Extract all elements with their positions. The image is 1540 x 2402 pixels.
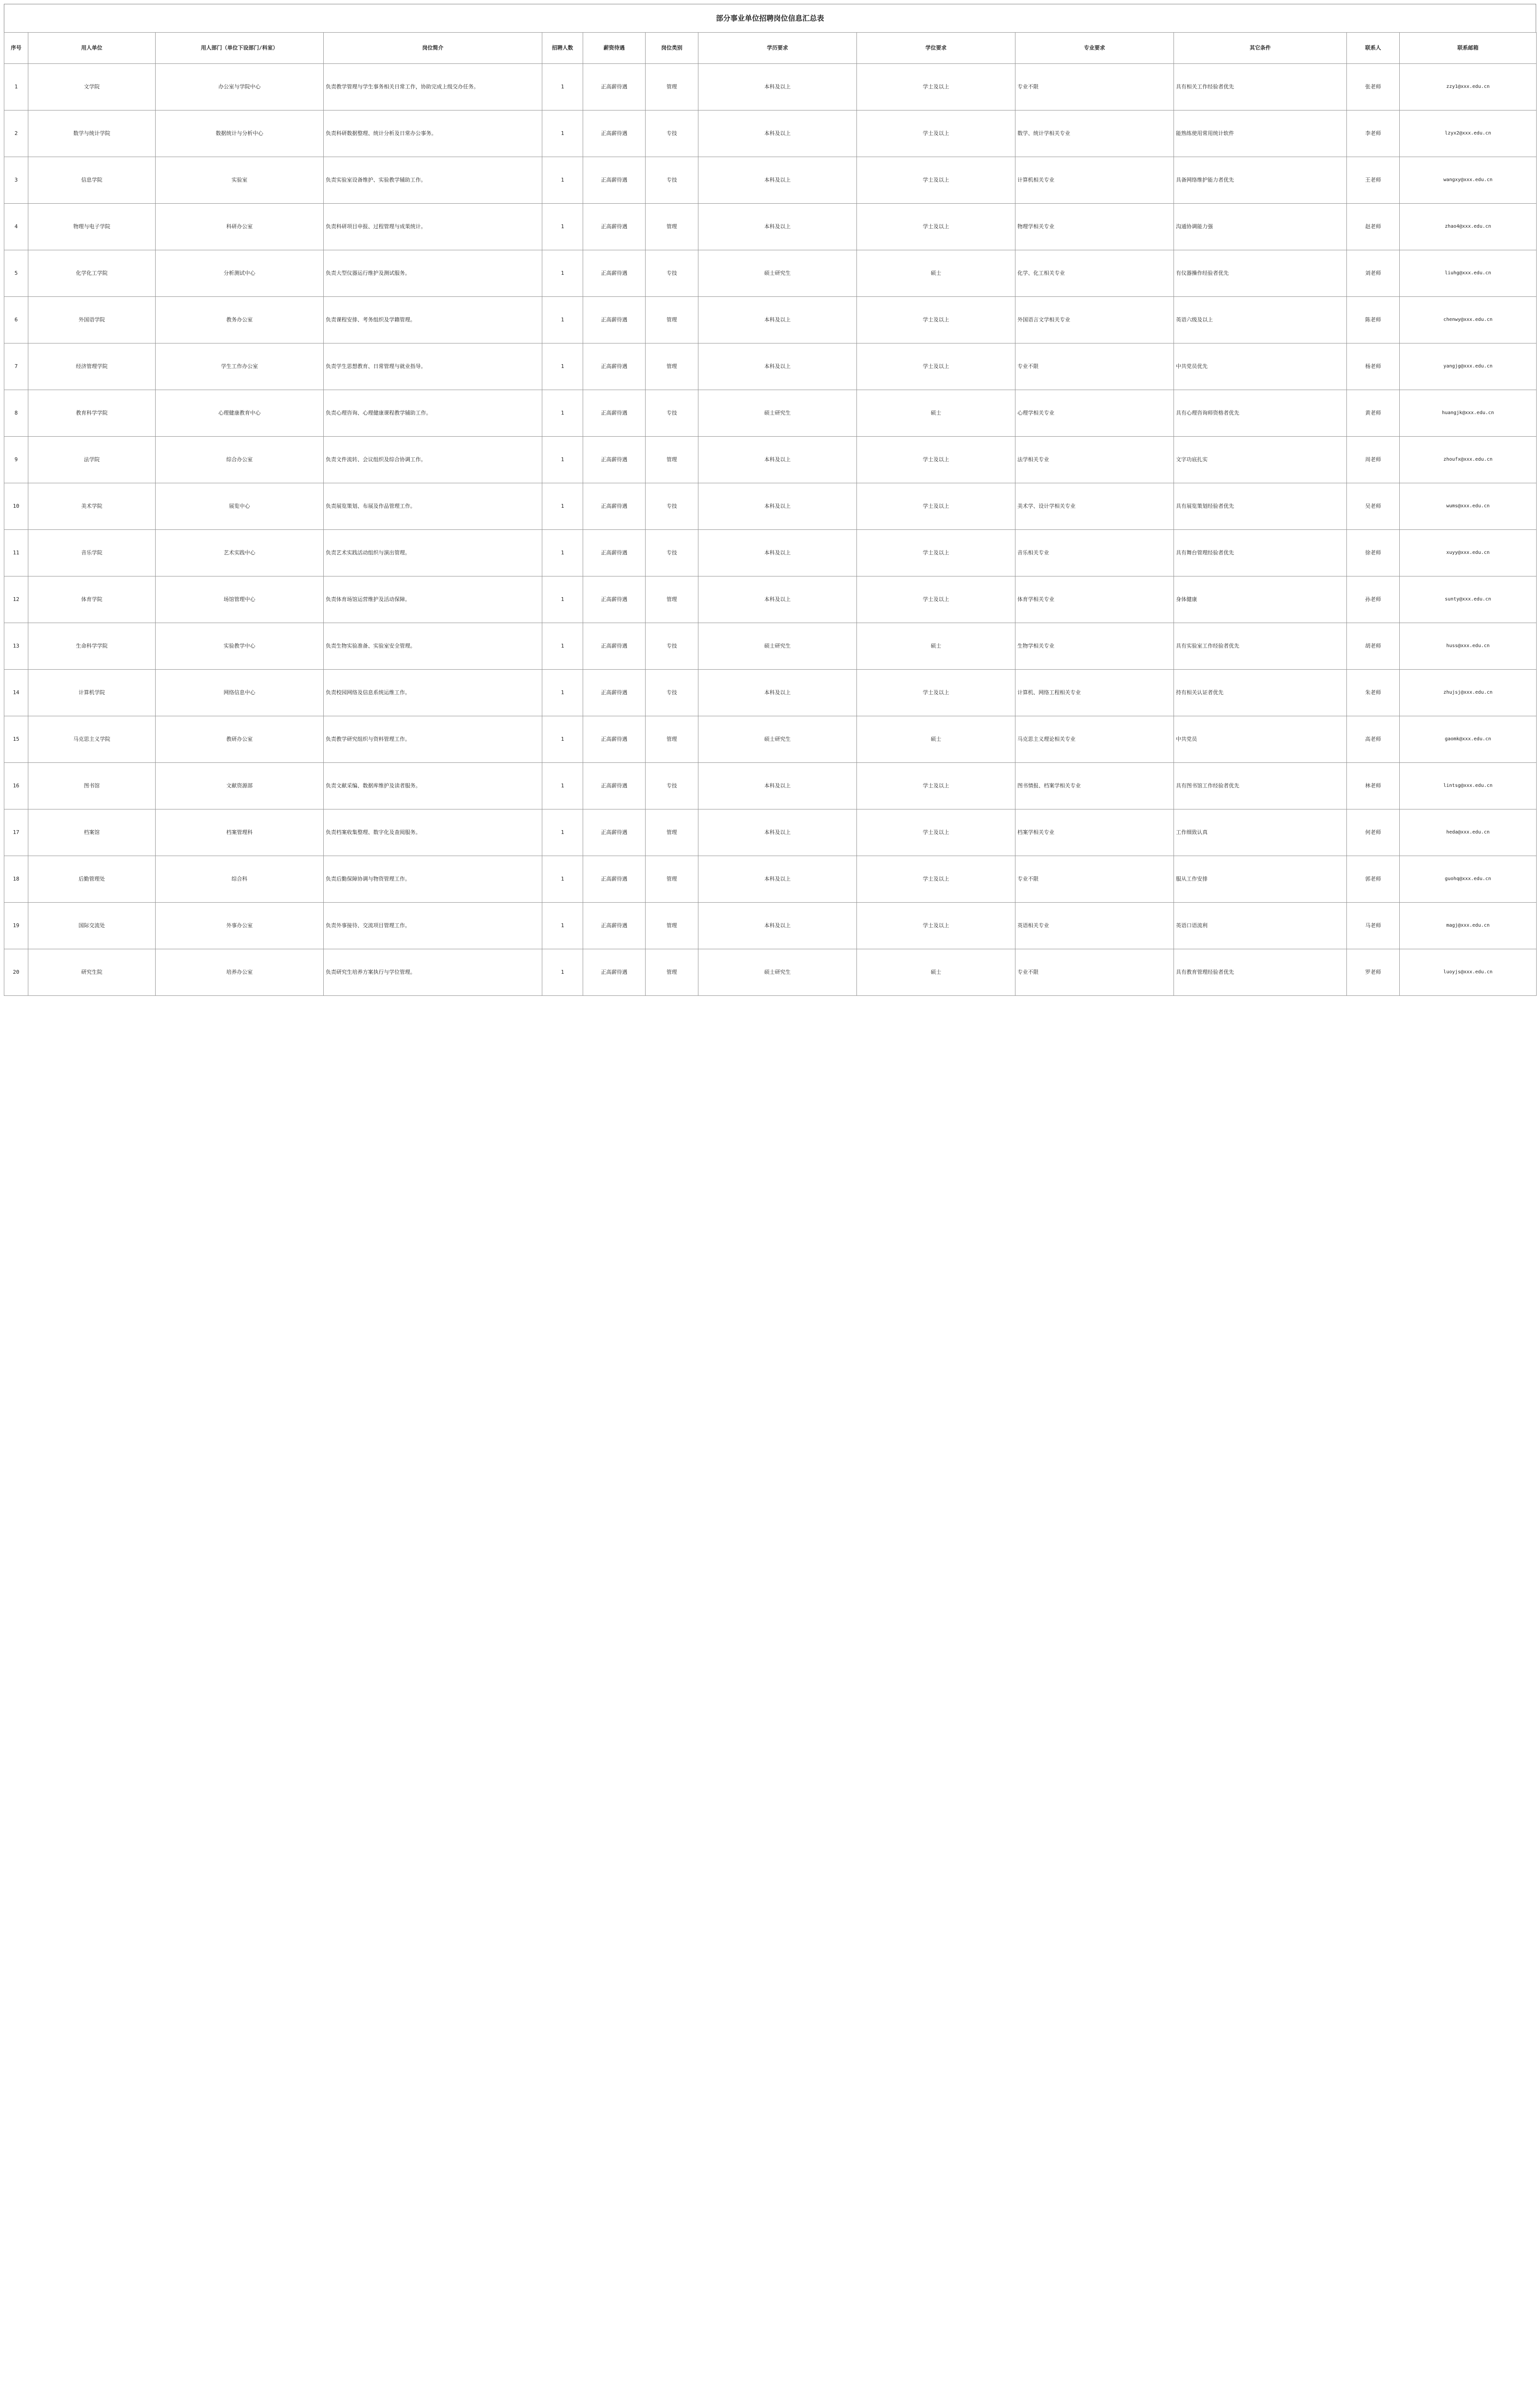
table-cell: 正高薪待遇 <box>583 856 646 903</box>
table-cell: 负责心理咨询、心理健康课程教学辅助工作。 <box>324 390 542 437</box>
table-cell: 持有相关认证者优先 <box>1174 670 1347 716</box>
table-cell: 杨老师 <box>1347 343 1400 390</box>
email-cell[interactable]: luoyjs@xxx.edu.cn <box>1400 949 1537 996</box>
table-cell: 5 <box>4 250 28 297</box>
table-cell: 生命科学学院 <box>28 623 156 670</box>
table-cell: 硕士 <box>857 716 1015 763</box>
table-cell: 管理 <box>646 856 698 903</box>
table-cell: 19 <box>4 903 28 949</box>
table-cell: 正高薪待遇 <box>583 297 646 343</box>
table-cell: 教育科学学院 <box>28 390 156 437</box>
table-cell: 王老师 <box>1347 157 1400 204</box>
table-cell: 生物学相关专业 <box>1015 623 1174 670</box>
column-header: 联系人 <box>1347 33 1400 64</box>
table-cell: 综合科 <box>156 856 324 903</box>
table-cell: 具有图书馆工作经验者优先 <box>1174 763 1347 809</box>
table-cell: 培养办公室 <box>156 949 324 996</box>
table-cell: 专技 <box>646 390 698 437</box>
table-cell: 负责科研数据整理、统计分析及日常办公事务。 <box>324 110 542 157</box>
column-header: 学历要求 <box>698 33 857 64</box>
table-cell: 1 <box>542 483 583 530</box>
table-cell: 徐老师 <box>1347 530 1400 576</box>
table-cell: 具有实验室工作经验者优先 <box>1174 623 1347 670</box>
table-cell: 本科及以上 <box>698 809 857 856</box>
table-cell: 11 <box>4 530 28 576</box>
table-cell: 1 <box>4 64 28 110</box>
table-cell: 本科及以上 <box>698 763 857 809</box>
email-cell[interactable]: wums@xxx.edu.cn <box>1400 483 1537 530</box>
table-cell: 数学与统计学院 <box>28 110 156 157</box>
table-row <box>4 809 1537 856</box>
table-cell: 法学相关专业 <box>1015 437 1174 483</box>
table-row <box>4 856 1537 903</box>
table-cell: 本科及以上 <box>698 576 857 623</box>
table-cell: 国际交流处 <box>28 903 156 949</box>
table-cell: 美术学院 <box>28 483 156 530</box>
table-cell: 学士及以上 <box>857 297 1015 343</box>
table-cell: 化学化工学院 <box>28 250 156 297</box>
table-cell: 负责教学管理与学生事务相关日常工作，协助完成上级交办任务。 <box>324 64 542 110</box>
table-cell: 学士及以上 <box>857 110 1015 157</box>
table-cell: 管理 <box>646 297 698 343</box>
table-cell: 档案管理科 <box>156 809 324 856</box>
table-cell: 数学、统计学相关专业 <box>1015 110 1174 157</box>
table-cell: 1 <box>542 576 583 623</box>
table-cell: 正高薪待遇 <box>583 250 646 297</box>
table-cell: 高老师 <box>1347 716 1400 763</box>
table-cell: 1 <box>542 437 583 483</box>
table-cell: 1 <box>542 390 583 437</box>
table-cell: 本科及以上 <box>698 343 857 390</box>
table-cell: 学士及以上 <box>857 903 1015 949</box>
table-cell: 学士及以上 <box>857 204 1015 250</box>
table-cell: 黄老师 <box>1347 390 1400 437</box>
table-cell: 信息学院 <box>28 157 156 204</box>
table-cell: 专业不限 <box>1015 64 1174 110</box>
table-row <box>4 64 1537 110</box>
table-cell: 马克思主义学院 <box>28 716 156 763</box>
table-cell: 学士及以上 <box>857 437 1015 483</box>
email-cell[interactable]: lintsg@xxx.edu.cn <box>1400 763 1537 809</box>
table-cell: 外事办公室 <box>156 903 324 949</box>
email-cell[interactable]: huss@xxx.edu.cn <box>1400 623 1537 670</box>
table-cell: 实验教学中心 <box>156 623 324 670</box>
email-cell[interactable]: heda@xxx.edu.cn <box>1400 809 1537 856</box>
table-cell: 负责文献采编、数据库维护及读者服务。 <box>324 763 542 809</box>
table-cell: 17 <box>4 809 28 856</box>
table-cell: 专技 <box>646 623 698 670</box>
table-cell: 胡老师 <box>1347 623 1400 670</box>
table-cell: 专技 <box>646 250 698 297</box>
table-cell: 学士及以上 <box>857 763 1015 809</box>
table-cell: 本科及以上 <box>698 670 857 716</box>
table-cell: 计算机相关专业 <box>1015 157 1174 204</box>
table-cell: 专技 <box>646 110 698 157</box>
table-cell: 管理 <box>646 809 698 856</box>
table-cell: 文字功底扎实 <box>1174 437 1347 483</box>
table-cell: 分析测试中心 <box>156 250 324 297</box>
table-row <box>4 157 1537 204</box>
table-cell: 正高薪待遇 <box>583 204 646 250</box>
table-cell: 4 <box>4 204 28 250</box>
table-cell: 15 <box>4 716 28 763</box>
table-cell: 展览中心 <box>156 483 324 530</box>
table-cell: 1 <box>542 297 583 343</box>
table-cell: 负责档案收集整理、数字化及查阅服务。 <box>324 809 542 856</box>
table-cell: 具有教育管理经验者优先 <box>1174 949 1347 996</box>
table-cell: 网络信息中心 <box>156 670 324 716</box>
table-cell: 正高薪待遇 <box>583 716 646 763</box>
table-body <box>4 64 1537 996</box>
table-cell: 张老师 <box>1347 64 1400 110</box>
table-cell: 物理学相关专业 <box>1015 204 1174 250</box>
table-cell: 正高薪待遇 <box>583 64 646 110</box>
table-cell: 外国语言文学相关专业 <box>1015 297 1174 343</box>
table-cell: 教研办公室 <box>156 716 324 763</box>
table-cell: 陈老师 <box>1347 297 1400 343</box>
table-cell: 负责研究生培养方案执行与学位管理。 <box>324 949 542 996</box>
email-cell[interactable]: yangjg@xxx.edu.cn <box>1400 343 1537 390</box>
table-cell: 20 <box>4 949 28 996</box>
table-cell: 外国语学院 <box>28 297 156 343</box>
table-cell: 1 <box>542 903 583 949</box>
table-cell: 负责展览策划、布展及作品管理工作。 <box>324 483 542 530</box>
table-cell: 负责实验室设备维护、实验教学辅助工作。 <box>324 157 542 204</box>
email-cell[interactable]: guohq@xxx.edu.cn <box>1400 856 1537 903</box>
table-cell: 马老师 <box>1347 903 1400 949</box>
table-cell: 10 <box>4 483 28 530</box>
table-cell: 正高薪待遇 <box>583 157 646 204</box>
email-cell[interactable]: wangxy@xxx.edu.cn <box>1400 157 1537 204</box>
table-cell: 负责体育场馆运营维护及活动保障。 <box>324 576 542 623</box>
table-cell: 正高薪待遇 <box>583 110 646 157</box>
table-cell: 艺术实践中心 <box>156 530 324 576</box>
email-cell[interactable]: xuyy@xxx.edu.cn <box>1400 530 1537 576</box>
table-cell: 学士及以上 <box>857 576 1015 623</box>
table-row <box>4 903 1537 949</box>
table-cell: 硕士 <box>857 623 1015 670</box>
table-cell: 2 <box>4 110 28 157</box>
table-cell: 身体健康 <box>1174 576 1347 623</box>
table-cell: 档案馆 <box>28 809 156 856</box>
table-cell: 负责文件流转、会议组织及综合协调工作。 <box>324 437 542 483</box>
table-cell: 体育学相关专业 <box>1015 576 1174 623</box>
table-cell: 专技 <box>646 670 698 716</box>
table-cell: 美术学、设计学相关专业 <box>1015 483 1174 530</box>
table-cell: 管理 <box>646 64 698 110</box>
table-row <box>4 343 1537 390</box>
table-cell: 负责生物实验准备、实验室安全管理。 <box>324 623 542 670</box>
table-cell: 专技 <box>646 530 698 576</box>
recruitment-table <box>4 32 1537 996</box>
table-cell: 正高薪待遇 <box>583 343 646 390</box>
table-cell: 正高薪待遇 <box>583 903 646 949</box>
table-cell: 具有展览策划经验者优先 <box>1174 483 1347 530</box>
table-cell: 实验室 <box>156 157 324 204</box>
table-row <box>4 576 1537 623</box>
table-cell: 负责大型仪器运行维护及测试服务。 <box>324 250 542 297</box>
table-cell: 计算机学院 <box>28 670 156 716</box>
email-cell[interactable]: zhao4@xxx.edu.cn <box>1400 204 1537 250</box>
email-cell[interactable]: zzy1@xxx.edu.cn <box>1400 64 1537 110</box>
table-row <box>4 483 1537 530</box>
table-cell: 音乐学院 <box>28 530 156 576</box>
table-cell: 本科及以上 <box>698 204 857 250</box>
table-row <box>4 530 1537 576</box>
table-cell: 7 <box>4 343 28 390</box>
table-cell: 管理 <box>646 204 698 250</box>
table-cell: 1 <box>542 204 583 250</box>
table-cell: 1 <box>542 343 583 390</box>
table-cell: 有仪器操作经验者优先 <box>1174 250 1347 297</box>
table-cell: 负责外事接待、交流项目管理工作。 <box>324 903 542 949</box>
table-cell: 负责科研项目申报、过程管理与成果统计。 <box>324 204 542 250</box>
table-cell: 正高薪待遇 <box>583 809 646 856</box>
table-cell: 1 <box>542 157 583 204</box>
table-cell: 专业不限 <box>1015 949 1174 996</box>
table-cell: 本科及以上 <box>698 157 857 204</box>
table-cell: 管理 <box>646 437 698 483</box>
table-row <box>4 390 1537 437</box>
table-cell: 研究生院 <box>28 949 156 996</box>
table-cell: 学士及以上 <box>857 856 1015 903</box>
column-header: 用人单位 <box>28 33 156 64</box>
table-cell: 1 <box>542 64 583 110</box>
table-cell: 学士及以上 <box>857 809 1015 856</box>
table-row <box>4 204 1537 250</box>
table-cell: 综合办公室 <box>156 437 324 483</box>
table-cell: 中共党员优先 <box>1174 343 1347 390</box>
table-cell: 9 <box>4 437 28 483</box>
table-cell: 罗老师 <box>1347 949 1400 996</box>
table-cell: 林老师 <box>1347 763 1400 809</box>
table-cell: 硕士 <box>857 949 1015 996</box>
table-cell: 法学院 <box>28 437 156 483</box>
table-cell: 英语口语流利 <box>1174 903 1347 949</box>
table-cell: 1 <box>542 623 583 670</box>
table-row <box>4 250 1537 297</box>
table-cell: 具有舞台管理经验者优先 <box>1174 530 1347 576</box>
table-cell: 本科及以上 <box>698 530 857 576</box>
email-cell[interactable]: sunty@xxx.edu.cn <box>1400 576 1537 623</box>
table-cell: 办公室与学院中心 <box>156 64 324 110</box>
table-cell: 图书情报、档案学相关专业 <box>1015 763 1174 809</box>
column-header: 其它条件 <box>1174 33 1347 64</box>
column-header: 序号 <box>4 33 28 64</box>
table-cell: 16 <box>4 763 28 809</box>
table-cell: 18 <box>4 856 28 903</box>
table-cell: 1 <box>542 670 583 716</box>
table-cell: 正高薪待遇 <box>583 483 646 530</box>
column-header: 用人部门（单位下设部门/科室） <box>156 33 324 64</box>
table-cell: 李老师 <box>1347 110 1400 157</box>
table-cell: 郭老师 <box>1347 856 1400 903</box>
table-cell: 管理 <box>646 716 698 763</box>
table-cell: 服从工作安排 <box>1174 856 1347 903</box>
table-row <box>4 670 1537 716</box>
table-cell: 学士及以上 <box>857 64 1015 110</box>
table-cell: 英语相关专业 <box>1015 903 1174 949</box>
table-cell: 硕士 <box>857 390 1015 437</box>
table-cell: 数据统计与分析中心 <box>156 110 324 157</box>
table-cell: 学生工作办公室 <box>156 343 324 390</box>
table-cell: 英语六级及以上 <box>1174 297 1347 343</box>
table-cell: 中共党员 <box>1174 716 1347 763</box>
table-cell: 管理 <box>646 949 698 996</box>
table-cell: 周老师 <box>1347 437 1400 483</box>
table-cell: 专技 <box>646 157 698 204</box>
table-cell: 教务办公室 <box>156 297 324 343</box>
table-cell: 负责教学研究组织与资料管理工作。 <box>324 716 542 763</box>
table-cell: 1 <box>542 250 583 297</box>
table-cell: 本科及以上 <box>698 903 857 949</box>
table-cell: 刘老师 <box>1347 250 1400 297</box>
email-cell[interactable]: lzyx2@xxx.edu.cn <box>1400 110 1537 157</box>
table-cell: 专业不限 <box>1015 343 1174 390</box>
column-header: 招聘人数 <box>542 33 583 64</box>
table-cell: 负责艺术实践活动组织与演出管理。 <box>324 530 542 576</box>
table-cell: 学士及以上 <box>857 157 1015 204</box>
table-row <box>4 623 1537 670</box>
table-cell: 学士及以上 <box>857 343 1015 390</box>
table-cell: 硕士研究生 <box>698 390 857 437</box>
table-cell: 本科及以上 <box>698 297 857 343</box>
table-cell: 赵老师 <box>1347 204 1400 250</box>
table-cell: 1 <box>542 856 583 903</box>
table-cell: 1 <box>542 949 583 996</box>
table-cell: 正高薪待遇 <box>583 437 646 483</box>
column-header: 联系邮箱 <box>1400 33 1537 64</box>
table-cell: 何老师 <box>1347 809 1400 856</box>
email-cell[interactable]: liuhg@xxx.edu.cn <box>1400 250 1537 297</box>
table-cell: 1 <box>542 530 583 576</box>
table-cell: 专业不限 <box>1015 856 1174 903</box>
table-cell: 后勤管理处 <box>28 856 156 903</box>
table-cell: 专技 <box>646 483 698 530</box>
email-cell[interactable]: gaomk@xxx.edu.cn <box>1400 716 1537 763</box>
table-cell: 文学院 <box>28 64 156 110</box>
table-cell: 具有相关工作经验者优先 <box>1174 64 1347 110</box>
table-cell: 本科及以上 <box>698 437 857 483</box>
table-header-row <box>4 33 1537 64</box>
table-cell: 孙老师 <box>1347 576 1400 623</box>
table-cell: 12 <box>4 576 28 623</box>
table-cell: 负责课程安排、考务组织及学籍管理。 <box>324 297 542 343</box>
table-cell: 心理学相关专业 <box>1015 390 1174 437</box>
table-cell: 朱老师 <box>1347 670 1400 716</box>
table-cell: 具有心理咨询师资格者优先 <box>1174 390 1347 437</box>
table-cell: 图书馆 <box>28 763 156 809</box>
table-cell: 硕士 <box>857 250 1015 297</box>
table-cell: 专技 <box>646 763 698 809</box>
table-cell: 正高薪待遇 <box>583 576 646 623</box>
email-cell[interactable]: chenwy@xxx.edu.cn <box>1400 297 1537 343</box>
column-header: 岗位简介 <box>324 33 542 64</box>
table-cell: 1 <box>542 763 583 809</box>
table-cell: 1 <box>542 110 583 157</box>
table-cell: 管理 <box>646 903 698 949</box>
page-title: 部分事业单位招聘岗位信息汇总表 <box>4 4 1536 32</box>
table-cell: 学士及以上 <box>857 483 1015 530</box>
table-cell: 经济管理学院 <box>28 343 156 390</box>
table-cell: 吴老师 <box>1347 483 1400 530</box>
table-row <box>4 763 1537 809</box>
table-cell: 负责后勤保障协调与物资管理工作。 <box>324 856 542 903</box>
table-cell: 体育学院 <box>28 576 156 623</box>
table-cell: 管理 <box>646 343 698 390</box>
table-cell: 科研办公室 <box>156 204 324 250</box>
table-cell: 物理与电子学院 <box>28 204 156 250</box>
column-header: 岗位类别 <box>646 33 698 64</box>
table-cell: 1 <box>542 809 583 856</box>
table-cell: 13 <box>4 623 28 670</box>
table-cell: 音乐相关专业 <box>1015 530 1174 576</box>
table-cell: 化学、化工相关专业 <box>1015 250 1174 297</box>
table-cell: 能熟练使用常用统计软件 <box>1174 110 1347 157</box>
table-cell: 正高薪待遇 <box>583 530 646 576</box>
table-cell: 硕士研究生 <box>698 716 857 763</box>
table-cell: 正高薪待遇 <box>583 390 646 437</box>
email-cell[interactable]: huangjk@xxx.edu.cn <box>1400 390 1537 437</box>
table-cell: 工作细致认真 <box>1174 809 1347 856</box>
email-cell[interactable]: zhoufx@xxx.edu.cn <box>1400 437 1537 483</box>
table-cell: 心理健康教育中心 <box>156 390 324 437</box>
email-cell[interactable]: zhujsj@xxx.edu.cn <box>1400 670 1537 716</box>
table-row <box>4 437 1537 483</box>
table-cell: 马克思主义理论相关专业 <box>1015 716 1174 763</box>
spreadsheet <box>4 4 1536 996</box>
column-header: 薪资待遇 <box>583 33 646 64</box>
table-cell: 具备网络维护能力者优先 <box>1174 157 1347 204</box>
table-cell: 硕士研究生 <box>698 623 857 670</box>
table-cell: 正高薪待遇 <box>583 623 646 670</box>
table-cell: 学士及以上 <box>857 530 1015 576</box>
table-cell: 档案学相关专业 <box>1015 809 1174 856</box>
table-cell: 场馆管理中心 <box>156 576 324 623</box>
column-header: 专业要求 <box>1015 33 1174 64</box>
table-cell: 硕士研究生 <box>698 949 857 996</box>
table-row <box>4 297 1537 343</box>
table-cell: 管理 <box>646 576 698 623</box>
table-cell: 硕士研究生 <box>698 250 857 297</box>
table-cell: 本科及以上 <box>698 110 857 157</box>
table-cell: 沟通协调能力强 <box>1174 204 1347 250</box>
table-cell: 负责学生思想教育、日常管理与就业指导。 <box>324 343 542 390</box>
table-row <box>4 949 1537 996</box>
table-cell: 3 <box>4 157 28 204</box>
table-cell: 6 <box>4 297 28 343</box>
table-cell: 1 <box>542 716 583 763</box>
table-cell: 文献资源部 <box>156 763 324 809</box>
table-cell: 8 <box>4 390 28 437</box>
table-cell: 学士及以上 <box>857 670 1015 716</box>
table-cell: 正高薪待遇 <box>583 763 646 809</box>
table-cell: 本科及以上 <box>698 64 857 110</box>
table-cell: 本科及以上 <box>698 483 857 530</box>
table-cell: 14 <box>4 670 28 716</box>
table-cell: 计算机、网络工程相关专业 <box>1015 670 1174 716</box>
email-cell[interactable]: magj@xxx.edu.cn <box>1400 903 1537 949</box>
table-cell: 本科及以上 <box>698 856 857 903</box>
column-header: 学位要求 <box>857 33 1015 64</box>
table-row <box>4 716 1537 763</box>
table-cell: 正高薪待遇 <box>583 949 646 996</box>
table-cell: 负责校园网络及信息系统运维工作。 <box>324 670 542 716</box>
table-cell: 正高薪待遇 <box>583 670 646 716</box>
table-row <box>4 110 1537 157</box>
